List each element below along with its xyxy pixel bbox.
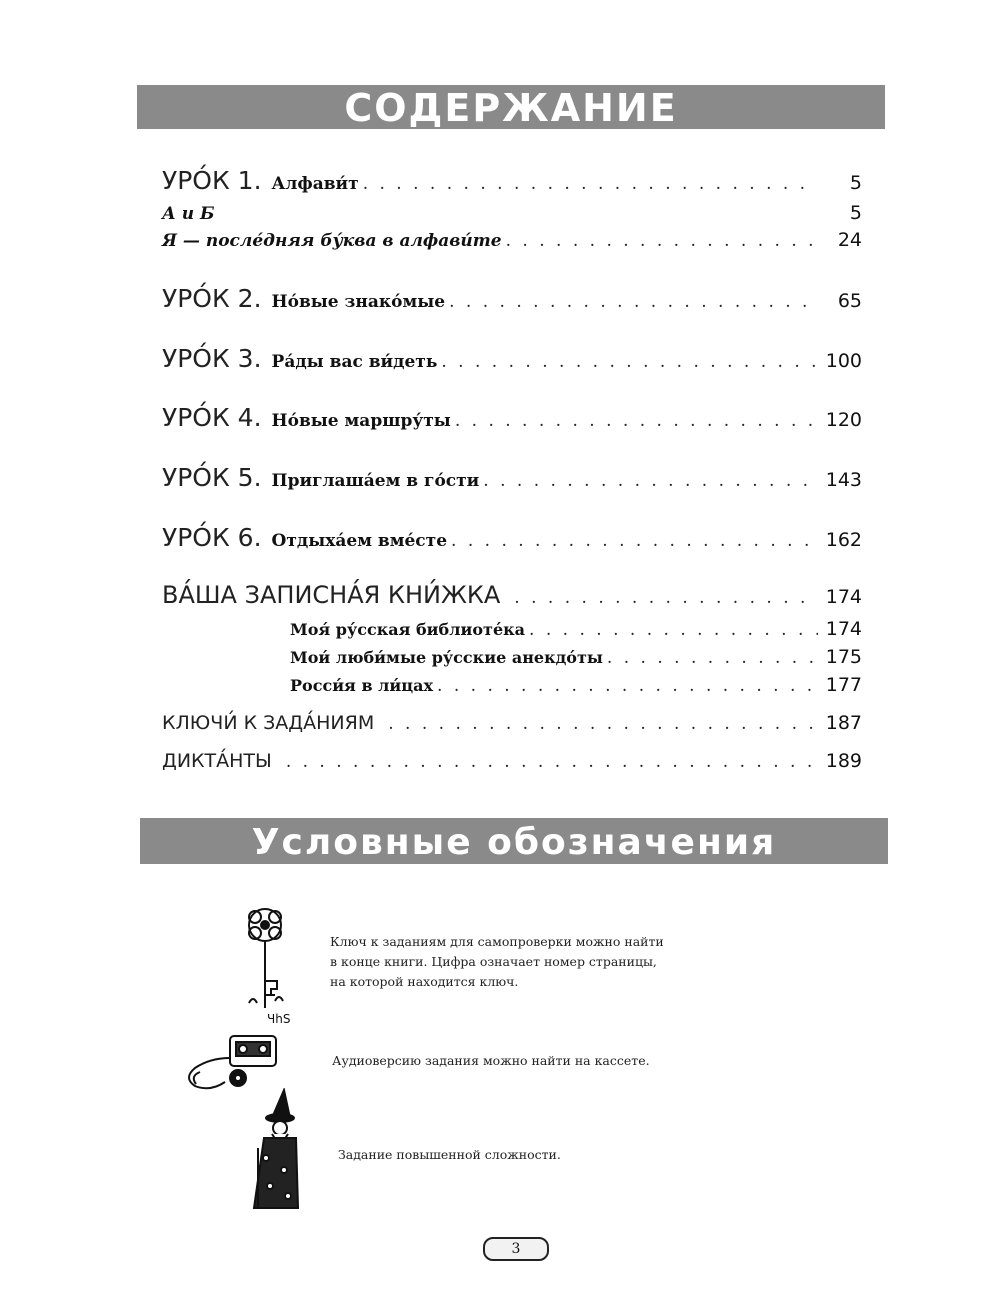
toc-page: 24 [837,229,862,251]
leader-dots [483,471,818,491]
toc-section-label: ДИКТА́НТЫ [162,750,272,772]
leader-dots [449,292,818,312]
toc-page: 189 [825,750,862,772]
toc-lesson-label: УРО́К 5. [162,463,262,492]
toc-entry-library[interactable] [290,618,862,640]
toc-entry-dictations[interactable] [162,750,862,772]
leader-dots [514,588,818,608]
toc-entry-lesson-2[interactable] [162,284,862,313]
legend [180,895,800,1225]
legend-difficulty-text [338,1145,758,1165]
legend-key-text [330,932,750,992]
leader-dots [441,352,818,372]
toc-section-label: ВА́ША ЗАПИСНА́Я КНИ́ЖКА [162,581,501,609]
toc-title: А и Б [162,204,215,224]
toc-entry-notebook[interactable] [162,581,862,609]
toc-lesson-label: УРО́К 4. [162,403,262,432]
leader-dots [286,752,818,772]
toc-entry-lesson-3[interactable] [162,344,862,373]
toc-entry-ya[interactable] [162,229,862,251]
contents-heading: СОДЕРЖАНИЕ [137,85,885,129]
toc-page: 5 [849,202,862,224]
leader-dots [388,714,818,734]
toc-entry-anecdotes[interactable] [290,646,862,668]
toc-title: Я — после́дняя бу́ква в алфави́те [162,231,502,251]
toc-title: Алфави́т [271,174,359,194]
toc-page: 100 [825,350,862,372]
toc-title: Приглаша́ем в го́сти [271,471,480,491]
toc-title: Отдыха́ем вме́сте [271,531,448,551]
toc-page: 187 [825,712,862,734]
key-icon [235,903,295,1028]
legend-heading: Условные обозначения [140,818,888,864]
toc-lesson-label: УРО́К 1. [162,166,262,195]
toc-page: 120 [825,409,862,431]
toc-title: Но́вые маршру́ты [271,411,451,431]
legend-text-line: Аудиоверсию задания можно найти на кассете. [332,1053,650,1068]
toc-entry-a-i-b[interactable] [162,202,862,224]
legend-text-line: Ключ к заданиям для самопроверки можно найти [330,934,664,949]
toc-page: 175 [825,646,862,668]
toc-title: Мои́ люби́мые ру́сские анекдо́ты [290,648,603,667]
toc-entry-lesson-6[interactable] [162,523,862,552]
toc-page: 174 [825,618,862,640]
toc-entry-keys[interactable] [162,712,862,734]
legend-text-line: на которой находится ключ. [330,974,519,989]
toc-section-label: КЛЮЧИ́ К ЗАДА́НИЯМ [162,712,375,734]
toc-page: 5 [849,172,862,194]
toc-page: 143 [825,469,862,491]
toc-lesson-label: УРО́К 3. [162,344,262,373]
toc-entry-russia[interactable] [290,674,862,696]
legend-audio-text [332,1051,752,1071]
toc-page: 65 [837,290,862,312]
leader-dots [529,620,818,640]
toc-entry-lesson-1[interactable] [162,166,862,195]
toc-page: 162 [825,529,862,551]
leader-dots [455,411,818,431]
legend-text-line: в конце книги. Цифра означает номер страницы, [330,954,657,969]
leader-dots [363,174,818,194]
svg-text:ЧhS: ЧhS [267,1012,291,1026]
toc-lesson-label: УРО́К 6. [162,523,262,552]
toc-page: 177 [825,674,862,696]
toc-page: 174 [825,586,862,608]
page-number: 3 [483,1237,549,1261]
toc-title: Ра́ды вас ви́деть [271,352,438,372]
leader-dots [506,231,818,251]
wizard-icon [250,1088,300,1213]
toc-title: Но́вые знако́мые [271,292,446,312]
toc-lesson-label: УРО́К 2. [162,284,262,313]
leader-dots [451,531,818,551]
toc-title: Моя́ ру́сская библиоте́ка [290,620,526,639]
toc-entry-lesson-5[interactable] [162,463,862,492]
leader-dots [437,676,818,696]
legend-text-line: Задание повышенной сложности. [338,1147,561,1162]
toc-entry-lesson-4[interactable] [162,403,862,432]
toc-title: Росси́я в ли́цах [290,676,434,695]
leader-dots [607,648,818,668]
